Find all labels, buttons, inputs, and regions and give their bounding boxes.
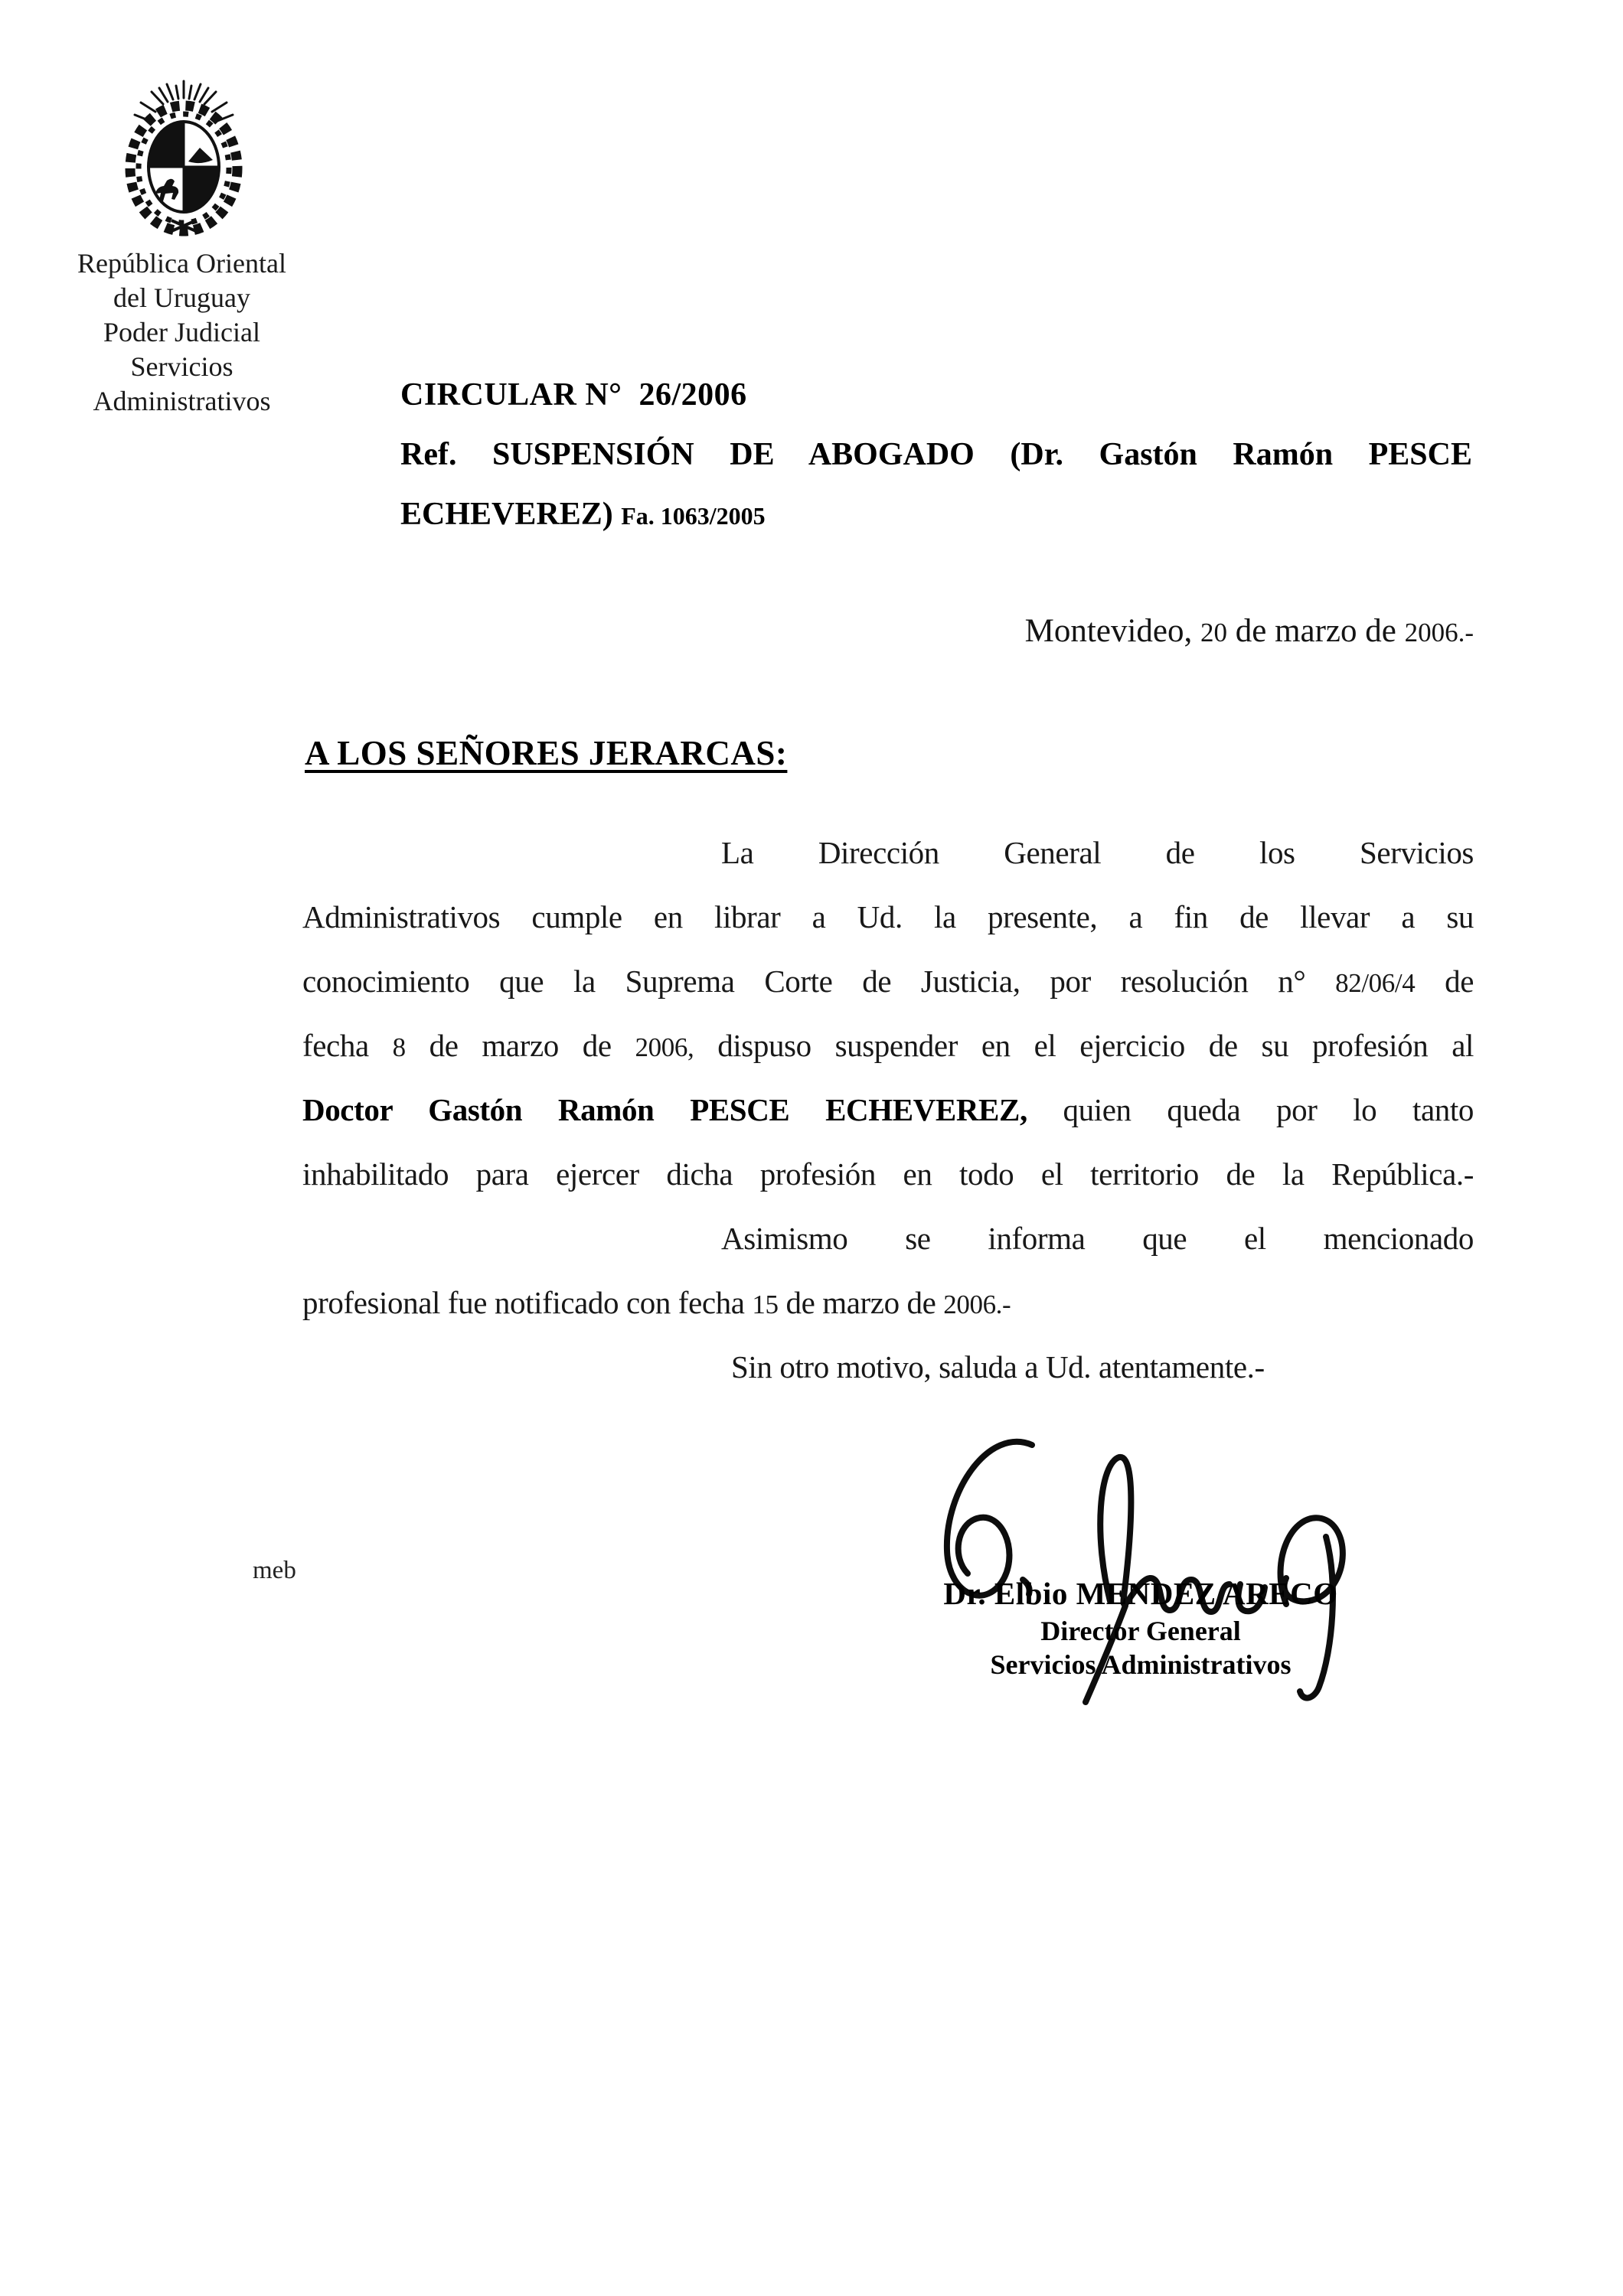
letterhead-line: Administrativos (93, 386, 271, 416)
body-text-segment: Administrativos cumple en librar a Ud. la presente, a fin de llevar a su (302, 899, 1474, 934)
reference-line-1: Ref. SUSPENSIÓN DE ABOGADO (Dr. Gastón Ramón PESCE (400, 437, 1472, 472)
body-text-segment: Sin otro motivo, saluda a Ud. atentamente.- (731, 1349, 1265, 1384)
body-text-segment: quien queda por lo tanto (1027, 1092, 1474, 1127)
body-line (302, 1270, 1474, 1335)
body-line (302, 820, 1474, 885)
body-text-segment: 2006, (635, 1032, 694, 1062)
date-city: Montevideo, (1024, 613, 1200, 649)
date-day: 20 (1200, 618, 1227, 647)
reference-line-2 (400, 496, 766, 533)
body-text-segment: fecha (302, 1028, 393, 1063)
body-text-segment: profesional fue notificado con fecha (302, 1285, 753, 1320)
date-month: de marzo de (1226, 613, 1405, 649)
letterhead (42, 246, 322, 419)
date-year: 2006.- (1404, 618, 1474, 647)
body-text-segment: Asimismo se informa que el mencionado (721, 1221, 1474, 1256)
body-line (302, 949, 1474, 1013)
body-line (302, 1142, 1474, 1206)
body-text-segment: de (1415, 964, 1474, 999)
letterhead-line: Poder Judicial (103, 317, 260, 347)
body-line (302, 1335, 1474, 1399)
body-text-segment: 2006.- (943, 1290, 1011, 1319)
typist-initials: meb (253, 1557, 296, 1584)
body-text-segment: Doctor Gastón Ramón PESCE ECHEVEREZ, (302, 1092, 1027, 1127)
signatory-title: Director General (1040, 1616, 1241, 1646)
body-text-segment: 82/06/4 (1335, 968, 1416, 998)
body-text-segment: de marzo de (778, 1285, 944, 1320)
body-line (302, 1078, 1474, 1142)
body-text-segment: conocimiento que la Suprema Corte de Justicia, por resolución n° (302, 964, 1336, 999)
body-text-segment: 8 (392, 1032, 406, 1062)
date-line (302, 612, 1474, 650)
body-text-segment: inhabilitado para ejercer dicha profesión en todo el territorio de la República.- (302, 1156, 1474, 1192)
letterhead-line: Servicios (130, 351, 233, 382)
reference-name: ECHEVEREZ) (400, 497, 622, 532)
signatory-office: Servicios Administrativos (990, 1649, 1292, 1680)
body-paragraphs (302, 820, 1474, 1399)
circular-number: CIRCULAR N° 26/2006 (400, 377, 747, 413)
body-text-segment: de marzo de (405, 1028, 635, 1063)
body-line (302, 1013, 1474, 1078)
body-line (302, 1206, 1474, 1270)
signatory-name: Dr. Elbio MENDEZ ARECO (943, 1576, 1338, 1611)
body-line (302, 885, 1474, 949)
body-text-segment: dispuso suspender en el ejercicio de su profesión al (694, 1028, 1474, 1063)
file-number: Fa. 1063/2005 (621, 502, 766, 530)
letterhead-line: del Uruguay (113, 282, 250, 313)
letterhead-line: República Oriental (77, 248, 286, 279)
uruguay-coat-of-arms-icon (113, 75, 255, 242)
body-text-segment: 15 (752, 1290, 779, 1319)
salutation: A LOS SEÑORES JERARCAS: (305, 734, 788, 772)
body-text-segment: La Dirección General de los Servicios (721, 835, 1474, 870)
